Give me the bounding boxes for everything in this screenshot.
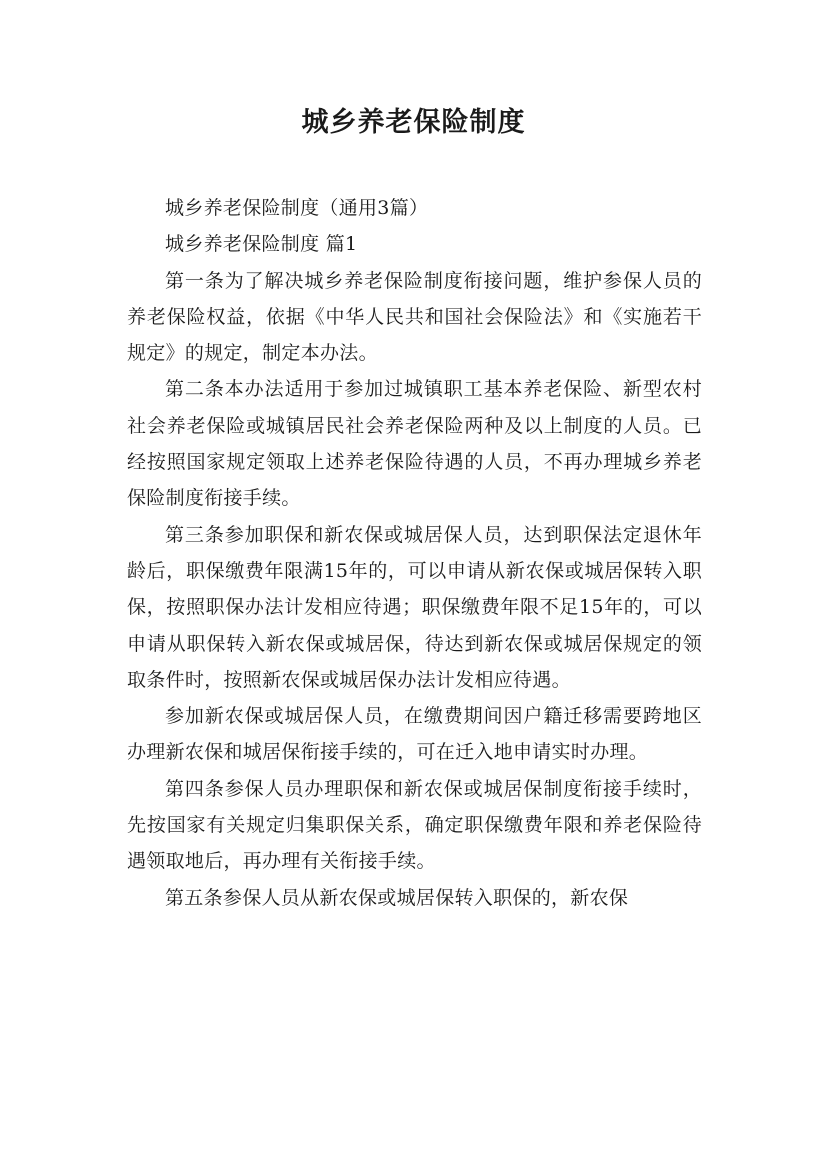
paragraph-subtitle: 城乡养老保险制度（通用3篇） xyxy=(165,197,429,219)
paragraph-article-3-supplement: 参加新农保或城居保人员，在缴费期间因户籍迁移需要跨地区办理新农保和城居保衔接手续的，可在迁入地申请实时办理。 xyxy=(127,705,702,764)
paragraph-article-2: 第二条本办法适用于参加过城镇职工基本养老保险、新型农村社会养老保险或城镇居民社会养老保险两种及以上制度的人员。已经按照国家规定领取上述养老保险待遇的人员，不再办理城乡养老保险制度衔接手续。 xyxy=(127,378,702,510)
paragraph-section-heading: 城乡养老保险制度 篇1 xyxy=(165,233,358,256)
paragraph-article-5: 第五条参保人员从新农保或城居保转入职保的，新农保 xyxy=(165,886,629,909)
document-title: 城乡养老保险制度 xyxy=(301,107,526,138)
paragraph-article-4: 第四条参保人员办理职保和新农保或城居保制度衔接手续时，先按国家有关规定归集职保关系，确定职保缴费年限和养老保险待遇领取地后，再办理有关衔接手续。 xyxy=(127,777,702,873)
paragraph-article-3: 第三条参加职保和新农保或城居保人员，达到职保法定退休年龄后，职保缴费年限满15年的，可以申请从新农保或城居保转入职保，按照职保办法计发相应待遇；职保缴费年限不足15年的，可以申请从职保转入新农保或城居保，待达到新农保或城居保规定的领取条件时，按照新农保或城居保办法计发相应待遇。 xyxy=(127,523,702,691)
paragraph-article-1: 第一条为了解决城乡养老保险制度衔接问题，维护参保人员的养老保险权益，依据《中华人民共和国社会保险法》和《实施若干规定》的规定，制定本办法。 xyxy=(127,269,702,365)
document-body xyxy=(127,190,702,916)
